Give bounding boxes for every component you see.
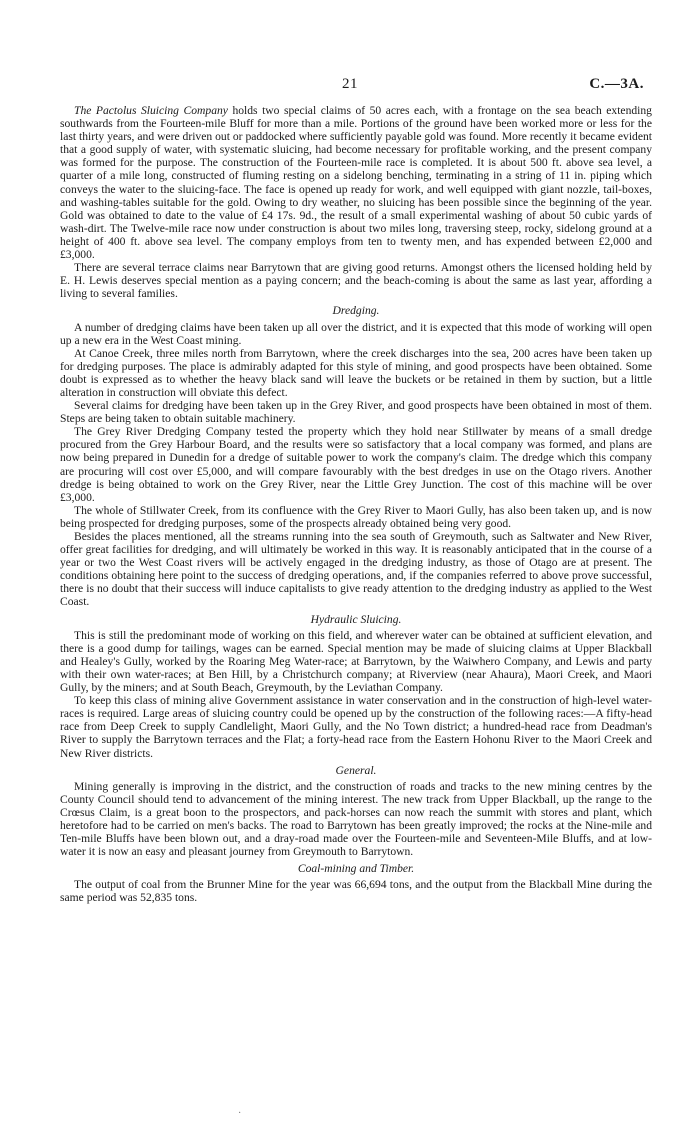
paragraph [60,321,652,347]
paragraph-text: To keep this class of mining alive Government assistance in water conservation and in the construction of high-level water-races is required. Large areas of sluicing country could be opened up by the construction of the following races:—A fifty-head race from Deep Creek to supply Candlelight, Maori Gully, and the No Town district; a hundred-head race from Deadman's River to supply the Barrytown terraces and the Flat; a forty-head race from the Eastern Hohonu River to the Maori Creek and New River districts. [60,694,652,760]
paragraph-text: A number of dredging claims have been taken up all over the district, and it is expected that this mode of working will open up a new era in the West Coast mining. [60,320,652,347]
section-heading: Coal-mining and Timber. [297,862,415,876]
page-number: 21 [342,76,358,92]
paragraph [60,399,652,425]
paragraph [60,878,652,904]
section-heading: Dredging. [332,304,380,318]
paragraph-text: The Grey River Dredging Company tested the property which they hold near Stillwater by means of a small dredge procured from the Grey Harbour Board, and the results were so satisfactory that a local company was formed, and plans are now being prepared in Dunedin for a dredge of suitable power to work the company's claim. The dredge which this company are procuring will cost over £5,000, and will compare favourably with the best dredges in use on the Otago rivers. Another dredge is being obtained to work on the Grey River, near the Little Grey Junction. The cost of this machine will be over £3,000. [60,425,652,504]
paragraph [60,629,652,694]
paragraph-text: At Canoe Creek, three miles north from Barrytown, where the creek discharges into the sea, 200 acres have been taken up for dredging purposes. The place is admirably adapted for this style of mining, and good prospects have been obtained. Some doubt is expressed as to whether the heavy black sand will leave the buckets or be retained in them by suction, but a little alteration in construction will obviate this defect. [60,346,652,399]
paragraph-text: The output of coal from the Brunner Mine for the year was 66,694 tons, and the output from the Blackball Mine during the same period was 52,835 tons. [60,878,652,905]
paragraph-text: holds two special claims of 50 acres each, with a frontage on the sea beach extending southwards from the Fourteen-mile Bluff for more than a mile. Portions of the ground have been worked more or less for the last thirty years, and were driven out or paddocked where sufficiently payable gold was found. More recently it became evident that a good supply of water, with systematic sluicing, had become necessary for profitable working, and the present company was formed for the purpose. The construction of the Fourteen-mile race is completed. It is about 500 ft. above sea level, a quarter of a mile long, constructed of fluming resting on a sidelong benching, terminating in a string of 11 in. piping which conveys the water to the sluicing-face. The face is opened up ready for work, and well equipped with giant nozzle, tail-boxes, and washing-tables suitable for the gold. Owing to dry weather, no sluicing has been possible since the beginning of the year. Gold was obtained to date to the value of £4 17s. 9d., the result of a small experimental washing of about 50 cubic yards of wash-dirt. The Twelve-mile race now under construction is about two miles long, traversing steep, rocky, sidelong ground at a height of 400 ft. above sea level. The company employs from ten to twenty men, and has expended between £2,000 and £3,000. [60,104,652,262]
paragraph [60,425,652,504]
body-text [60,104,652,905]
paragraph-text: This is still the predominant mode of working on this field, and wherever water can be obtained at sufficient elevation, and there is a good dump for tailings, wages can be earned. Special mention may be made of sluicing claims at Upper Blackball and Healey's Gully, worked by the Roaring Meg Water-race; at Barrytown, by the Waiwhero Company, and Lewis and party with their own water-races; at Ben Hill, by a Christchurch company; at Riverview (near Ahaura), Maori Creek, and Maori Gully, by the miners; and at South Beach, Greymouth, by the Leviathan Company. [60,628,652,695]
paragraph-text: Mining generally is improving in the district, and the construction of roads and tracks to the new mining centres by the County Council should tend to advancement of the mining interest. The new track from Upper Blackball, up the range to the Crœsus Claim, is a great boon to the prospectors, and pack-horses can now reach the summit with stores and plant, which heretofore had to be carried on men's backs. The road to Barrytown has been greatly improved; the rocks at the Nine-mile and Ten-mile Bluffs have been blown out, and a dray-road made over the Fourteen-mile and Seventeen-Mile Bluffs, and at low-water it is now an easy and pleasant journey from Greymouth to Barrytown. [60,779,652,859]
paragraph-text: Besides the places mentioned, all the streams running into the sea south of Greymouth, such as Saltwater and New River, offer great facilities for dredging, and will ultimately be worked in this way. It is reasonably anticipated that in the course of a year or two the West Coast rivers will be actively engaged in the dredging industry, as those of Otago are at present. The conditions obtaining here point to the success of dredging operations, and, if the companies referred to above prove successful, there is no doubt that their success will induce capitalists to give ready attention to the dredging industry as applied to the West Coast. [60,530,652,609]
paragraph [60,104,652,261]
paragraph-text: The whole of Stillwater Creek, from its confluence with the Grey River to Maori Gully, has also been taken up, and is now being prospected for dredging purposes, some of the prospects already obtained being very good. [60,503,652,530]
paragraph [60,694,652,759]
section-heading: Hydraulic Sluicing. [310,612,402,626]
document-reference: C.—3A. [589,76,644,92]
section-heading: General. [335,763,377,777]
paragraph [60,261,652,300]
paragraph [60,530,652,609]
paragraph-text: There are several terrace claims near Barrytown that are giving good returns. Amongst others the licensed holding held by E. H. Lewis deserves special mention as a paying concern; and the beach-coming is about the same as last year, affording a living to several families. [60,261,652,301]
footer-mark: · [238,1108,242,1119]
paragraph [60,504,652,530]
paragraph [60,780,652,859]
paragraph-text: Several claims for dredging have been taken up in the Grey River, and good prospects have been obtained in most of them. Steps are being taken to obtain suitable machinery. [60,399,652,426]
paragraph [60,347,652,399]
page-header [0,76,700,98]
paragraph-lead: The Pactolus Sluicing Company [74,104,228,117]
